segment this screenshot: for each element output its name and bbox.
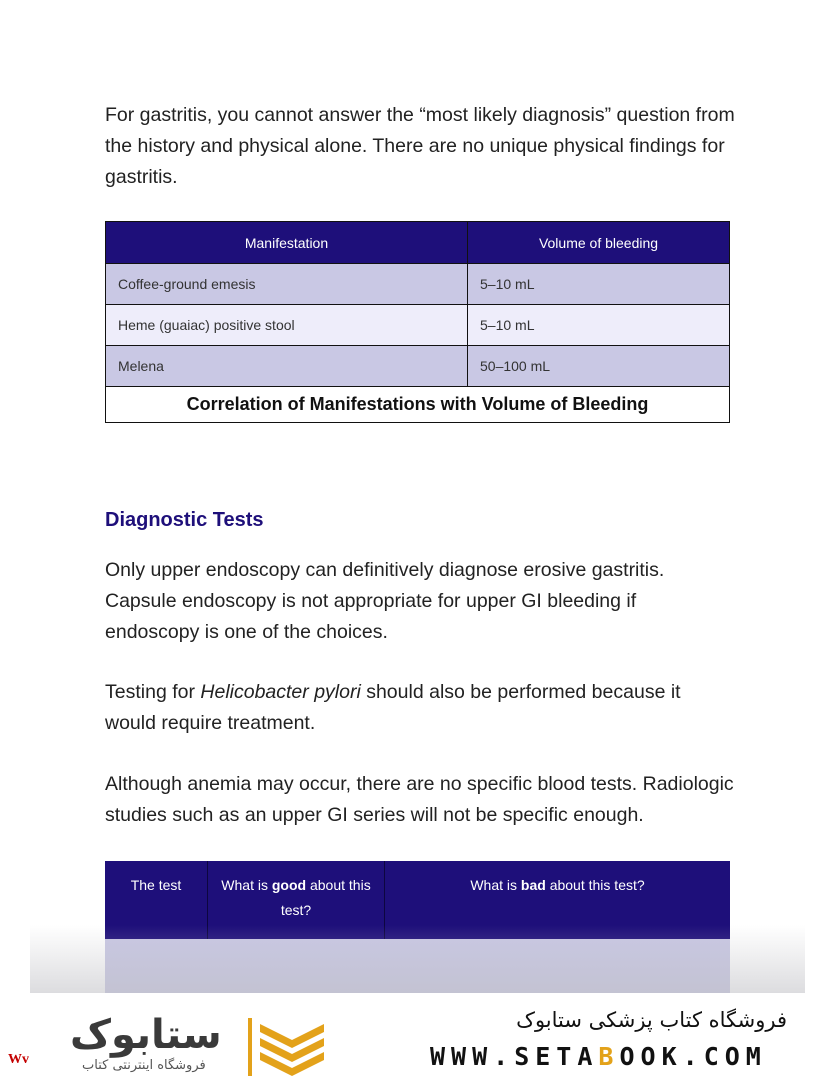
h-pylori-text-before: Testing for bbox=[105, 681, 201, 703]
manifestation-cell: Melena bbox=[106, 346, 468, 387]
url-text: OOK.COM bbox=[619, 1042, 767, 1071]
header-emphasis: good bbox=[271, 877, 307, 893]
table-caption: Correlation of Manifestations with Volume of Bleeding bbox=[106, 387, 730, 423]
column-header: Volume of bleeding bbox=[468, 222, 730, 264]
anemia-paragraph: Although anemia may occur, there are no specific blood tests. Radiologic studies such as an upper GI series will not be specific enough. bbox=[105, 773, 734, 826]
store-name: فروشگاه کتاب پزشکی ستابوک bbox=[516, 1008, 787, 1032]
table-cell-empty bbox=[105, 939, 730, 995]
table-header-row bbox=[105, 861, 730, 939]
endoscopy-paragraph: Only upper endoscopy can definitively diagnose erosive gastritis. Capsule endoscopy is not appropriate for upper GI bleeding if endoscopy is one of the choices. bbox=[105, 559, 665, 643]
table-row bbox=[106, 264, 730, 305]
table-caption-row bbox=[106, 387, 730, 423]
chevron-stack-logo-icon bbox=[248, 1018, 326, 1076]
h-pylori-text-after: should also be performed because it would require treatment. bbox=[105, 681, 681, 734]
volume-cell: 5–10 mL bbox=[468, 305, 730, 346]
url-highlight: B bbox=[598, 1042, 620, 1071]
url-text: WWW.SETA bbox=[430, 1042, 599, 1071]
intro-paragraph: For gastritis, you cannot answer the “most likely diagnosis” question from the history and physical alone. There are no unique physical findings for gastritis. bbox=[105, 104, 735, 188]
store-url bbox=[430, 1042, 767, 1071]
bleeding-volume-table bbox=[105, 221, 730, 423]
column-header-bad bbox=[385, 861, 731, 939]
column-header-good bbox=[208, 861, 385, 939]
volume-cell: 50–100 mL bbox=[468, 346, 730, 387]
table-row bbox=[106, 346, 730, 387]
manifestation-cell: Heme (guaiac) positive stool bbox=[106, 305, 468, 346]
table-header-row bbox=[106, 222, 730, 264]
header-text: What is bbox=[221, 877, 272, 893]
logo-wordmark: ستابوک bbox=[70, 1012, 222, 1058]
h-pylori-organism-name: Helicobacter pylori bbox=[200, 681, 361, 703]
header-text: about this test? bbox=[280, 877, 371, 918]
column-header: Manifestation bbox=[106, 222, 468, 264]
section-heading: Diagnostic Tests bbox=[105, 509, 264, 531]
h-pylori-paragraph bbox=[105, 677, 735, 739]
manifestation-cell: Coffee-ground emesis bbox=[106, 264, 468, 305]
header-text: What is bbox=[470, 877, 521, 893]
header-emphasis: bad bbox=[520, 877, 546, 893]
corner-mark: Wv bbox=[8, 1052, 29, 1067]
table-row bbox=[106, 305, 730, 346]
column-header-test: The test bbox=[105, 861, 208, 939]
tests-table bbox=[105, 861, 730, 995]
volume-cell: 5–10 mL bbox=[468, 264, 730, 305]
header-text: about this test? bbox=[545, 877, 645, 893]
logo-subtitle: فروشگاه اینترنتی کتاب bbox=[82, 1058, 206, 1073]
table-row bbox=[105, 939, 730, 995]
